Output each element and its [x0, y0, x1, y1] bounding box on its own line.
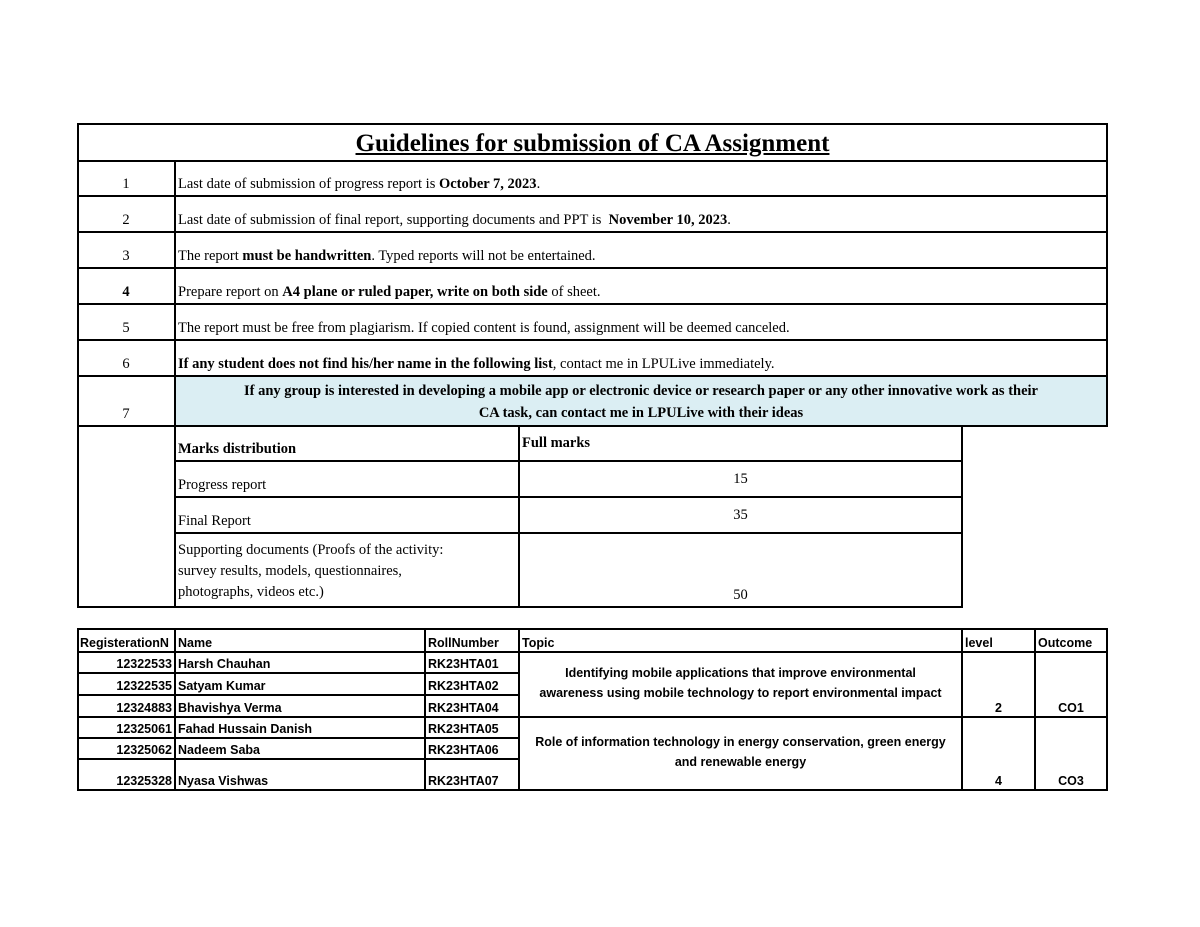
marks-row-value: 15: [733, 470, 748, 487]
guideline-run: . Typed reports will not be entertained.: [371, 248, 596, 264]
guideline-text: [176, 197, 1106, 231]
guideline-line: CA task, can contact me in LPULive with their ideas: [478, 405, 804, 421]
guideline-number: 5: [122, 320, 130, 336]
student-name: Satyam Kumar: [178, 679, 266, 693]
col-header-topic: Topic: [522, 636, 555, 650]
divider: [77, 606, 963, 608]
guideline-number: 3: [122, 248, 130, 264]
guideline-emphasis: October 7, 2023: [438, 176, 537, 192]
guideline-emphasis: If any student does not find his/her name in the following list: [178, 356, 553, 372]
roll-number: RK23HTA07: [428, 774, 499, 788]
marks-row-label: Progress report: [178, 477, 267, 493]
reg-number: 12322533: [116, 657, 172, 671]
guideline-text: [176, 162, 1106, 195]
topic-cell: [520, 732, 961, 776]
level-value: 4: [995, 774, 1002, 788]
guideline-run: Last date of submission of final report, supporting documents and PPT is: [178, 212, 609, 228]
guideline-runs: [178, 284, 601, 301]
marks-row-value: 35: [733, 506, 748, 523]
student-name: Fahad Hussain Danish: [178, 722, 313, 736]
marks-row-value: 50: [733, 587, 748, 603]
marks-row-label: [178, 540, 518, 606]
level-value: 2: [995, 701, 1002, 715]
guideline-text: [176, 233, 1106, 267]
guideline-text-highlight: [176, 377, 1106, 425]
roll-number: RK23HTA04: [428, 701, 499, 715]
reg-number: 12325061: [116, 722, 172, 736]
guideline-run: of sheet.: [547, 284, 601, 300]
guideline-run: Last date of submission of progress report is: [178, 176, 439, 192]
topic-line: and renewable energy: [674, 755, 807, 769]
guideline-text: [176, 341, 1106, 375]
marks-label-line: photographs, videos etc.): [178, 584, 324, 600]
guideline-number: 2: [122, 212, 130, 228]
marks-label-line: Supporting documents (Proofs of the activity:: [178, 542, 444, 558]
student-name: Harsh Chauhan: [178, 657, 271, 671]
guideline-run: Prepare report on: [178, 284, 283, 300]
guideline-number: 7: [122, 406, 130, 422]
roll-number: RK23HTA01: [428, 657, 499, 671]
guideline-emphasis: must be handwritten: [242, 248, 372, 264]
col-header-outcome: Outcome: [1038, 636, 1093, 650]
page-title: Guidelines for submission of CA Assignment: [355, 130, 830, 157]
guideline-text: [176, 269, 1106, 303]
col-header-name: Name: [178, 636, 213, 650]
student-name: Bhavishya Verma: [178, 701, 282, 715]
guideline-run: .: [536, 176, 541, 192]
col-header-roll: RollNumber: [428, 636, 499, 650]
guideline-text: [176, 305, 1106, 339]
guideline-emphasis: November 10, 2023: [608, 212, 728, 228]
reg-number: 12324883: [116, 701, 172, 715]
marks-row-label: Final Report: [178, 513, 251, 529]
outcome-value: CO1: [1058, 701, 1084, 715]
guideline-run: , contact me in LPULive immediately.: [552, 356, 775, 372]
roll-number: RK23HTA05: [428, 722, 499, 736]
guideline-line: If any group is interested in developing a mobile app or electronic device or research paper or any other innovative work as their: [244, 383, 1038, 399]
guideline-number: 1: [122, 176, 130, 192]
marks-label-line: survey results, models, questionnaires,: [178, 563, 402, 579]
guideline-run: The report: [178, 248, 243, 264]
marks-header-label: Marks distribution: [178, 441, 297, 457]
reg-number: 12325328: [116, 774, 172, 788]
guideline-runs: [178, 248, 596, 265]
guideline-run: .: [727, 212, 731, 228]
outcome-value: CO3: [1058, 774, 1084, 788]
roll-number: RK23HTA02: [428, 679, 499, 693]
topic-cell: [520, 663, 961, 707]
roll-number: RK23HTA06: [428, 743, 499, 757]
topic-line: Identifying mobile applications that improve environmental: [565, 666, 916, 680]
col-header-reg: RegisterationN: [80, 636, 169, 650]
divider: [77, 425, 79, 608]
topic-line: awareness using mobile technology to report environmental impact: [539, 686, 942, 700]
guideline-emphasis: A4 plane or ruled paper, write on both side: [282, 284, 548, 300]
marks-header-value: Full marks: [522, 435, 591, 451]
guideline-runs: [178, 176, 540, 193]
reg-number: 12322535: [116, 679, 172, 693]
divider: [961, 425, 963, 608]
guideline-runs: [178, 212, 731, 229]
guideline-runs: [178, 320, 790, 337]
guideline-number: 4: [122, 284, 130, 300]
reg-number: 12325062: [116, 743, 172, 757]
guideline-runs: [178, 356, 775, 373]
student-name: Nadeem Saba: [178, 743, 260, 757]
topic-line: Role of information technology in energy conservation, green energy: [535, 735, 946, 749]
guideline-number: 6: [122, 356, 130, 372]
col-header-level: level: [965, 636, 993, 650]
guideline-run: The report must be free from plagiarism. If copied content is found, assignment will be deemed canceled.: [178, 320, 790, 336]
student-name: Nyasa Vishwas: [178, 774, 269, 788]
